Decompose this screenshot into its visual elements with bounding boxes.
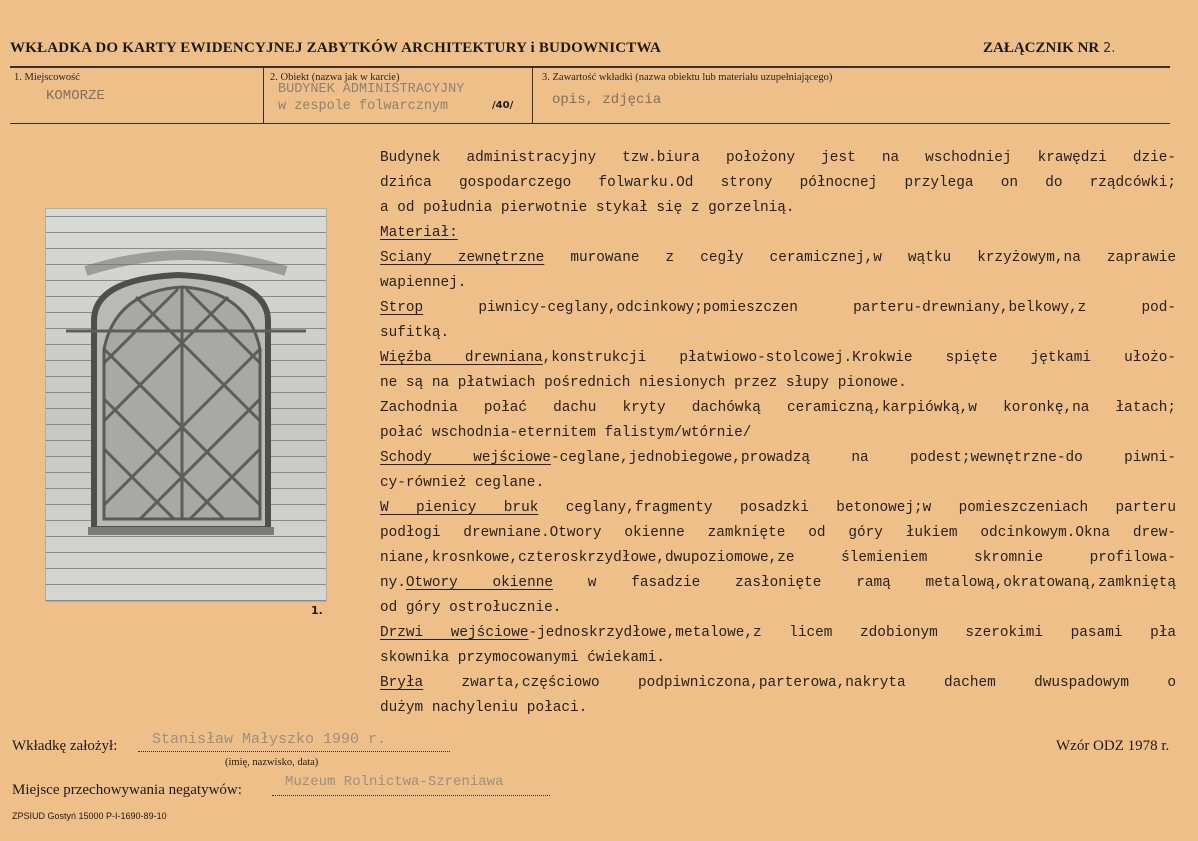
line-text: niane,krosnkowe,czteroskrzydłowe,dwupoziomowe,ze ślemieniem skromnie profilowa- — [380, 550, 1176, 566]
line-text: cy-również ceglane. — [380, 475, 545, 491]
description-line — [380, 471, 1176, 496]
line-text: od góry ostrołucznie. — [380, 600, 562, 616]
object-label: 2. Obiekt (nazwa jak w karcie) — [270, 72, 400, 83]
line-text: sufitką. — [380, 325, 450, 341]
description-text — [380, 146, 1176, 721]
form-title: WKŁADKA DO KARTY EWIDENCYJNEJ ZABYTKÓW ARCHITEKTURY i BUDOWNICTWA — [10, 40, 662, 56]
description-line — [380, 196, 1176, 221]
description-line — [380, 646, 1176, 671]
line-text: połać wschodnia-eternitem falistym/wtórnie/ — [380, 425, 752, 441]
header-rule — [10, 66, 1170, 68]
description-line — [380, 171, 1176, 196]
contents-label: 3. Zawartość wkładki (nazwa obiektu lub materiału uzupełniającego) — [542, 72, 833, 83]
line-text: a od południa pierwotnie stykał się z gorzelnią. — [380, 200, 795, 216]
form-pattern-label: Wzór ODZ 1978 r. — [1056, 738, 1170, 754]
annex-label: ZAŁĄCZNIK NR — [983, 40, 1100, 56]
description-line — [380, 271, 1176, 296]
description-line — [380, 496, 1176, 521]
description-line — [380, 621, 1176, 646]
photo-number: 1. — [311, 604, 323, 617]
contents-value: opis, zdjęcia — [552, 92, 662, 108]
line-text: ceglany,fragmenty posadzki betonowej;w pomieszczeniach parteru — [538, 500, 1176, 516]
description-line — [380, 146, 1176, 171]
line-text: podłogi drewniane.Otwory okienne zamknięte od góry łukiem odcinkowym.Okna drew- — [380, 525, 1176, 541]
field-divider-2 — [532, 67, 533, 123]
line-text: skownika przymocowanymi ćwiekami. — [380, 650, 665, 666]
underlined-heading: Schody wejściowe — [380, 450, 551, 466]
founder-hint: (imię, nazwisko, data) — [225, 757, 319, 768]
field-divider-1 — [263, 67, 264, 123]
underlined-heading: Strop — [380, 300, 424, 316]
founder-value: Stanisław Małyszko 1990 r. — [152, 731, 387, 748]
line-text: dużym nachyleniu połaci. — [380, 700, 588, 716]
description-line — [380, 446, 1176, 471]
description-line — [380, 596, 1176, 621]
founder-line — [138, 751, 450, 752]
window-photo — [45, 208, 327, 602]
underlined-heading: Sciany zewnętrzne — [380, 250, 545, 266]
object-handwritten-number: /40/ — [492, 100, 514, 111]
description-line — [380, 696, 1176, 721]
description-line — [380, 221, 1176, 246]
locality-value: KOMORZE — [46, 88, 105, 104]
object-value-line1: BUDYNEK ADMINISTRACYJNY — [278, 82, 465, 97]
description-line — [380, 571, 1176, 596]
description-line — [380, 321, 1176, 346]
storage-label: Miejsce przechowywania negatywów: — [12, 782, 242, 798]
underlined-heading: Otwory okienne — [405, 575, 553, 591]
object-value-line2: w zespole folwarcznym — [278, 99, 449, 114]
underlined-heading: Materiał: — [380, 225, 458, 241]
underlined-heading: Bryła — [380, 675, 424, 691]
description-line — [380, 421, 1176, 446]
description-line — [380, 521, 1176, 546]
line-text: murowane z cegły ceramicznej,w wątku krzyżowym,na zaprawie — [544, 250, 1176, 266]
line-text: piwnicy-ceglany,odcinkowy;pomieszczen parteru-drewniany,belkowy,z pod- — [423, 300, 1176, 316]
line-text: Budynek administracyjny tzw.biura położony jest na wschodniej krawędzi dzie- — [380, 150, 1176, 166]
line-text: ,konstrukcji płatwiowo-stolcowej.Krokwie spięte jętkami ułożo- — [542, 350, 1176, 366]
underlined-heading: Więźba drewniana — [380, 350, 543, 366]
fields-bottom-rule — [10, 123, 1170, 124]
locality-label: 1. Miejscowość — [14, 72, 80, 83]
description-line — [380, 246, 1176, 271]
annex-number: 2. — [1103, 41, 1116, 56]
description-line — [380, 296, 1176, 321]
line-text: -jednoskrzydłowe,metalowe,z licem zdobionym szerokimi pasami pła — [528, 625, 1176, 641]
line-text: wapiennej. — [380, 275, 467, 291]
underlined-heading: Drzwi wejściowe — [380, 625, 529, 641]
founder-label: Wkładkę założył: — [12, 738, 118, 754]
underlined-heading: W pienicy bruk — [380, 500, 539, 516]
line-prefix: ny. — [380, 575, 406, 591]
description-line — [380, 671, 1176, 696]
line-text: ne są na płatwiach pośrednich niesionych przez słupy pionowe. — [380, 375, 907, 391]
print-info: ZPSIUD Gostyń 15000 P-I-1690-89-10 — [12, 811, 167, 821]
description-line — [380, 546, 1176, 571]
description-line — [380, 396, 1176, 421]
line-text: w fasadzie zasłonięte ramą metalową,okratowaną,zamkniętą — [552, 575, 1176, 591]
storage-line — [272, 795, 550, 796]
description-line — [380, 346, 1176, 371]
annex-number-label — [983, 40, 1115, 57]
line-text: dzińca gospodarczego folwarku.Od strony północnej przylega on do rządcówki; — [380, 175, 1176, 191]
window-drawing — [46, 209, 326, 601]
storage-value: Muzeum Rolnictwa-Szreniawa — [285, 774, 504, 790]
line-text: -ceglane,jednobiegowe,prowadzą na podest;wewnętrzne-do piwni- — [550, 450, 1176, 466]
line-text: Zachodnia połać dachu kryty dachówką ceramiczną,karpiówką,w koronkę,na łatach; — [380, 400, 1176, 416]
description-line — [380, 371, 1176, 396]
line-text: zwarta,częściowo podpiwniczona,parterowa,nakryta dachem dwuspadowym o — [423, 675, 1176, 691]
